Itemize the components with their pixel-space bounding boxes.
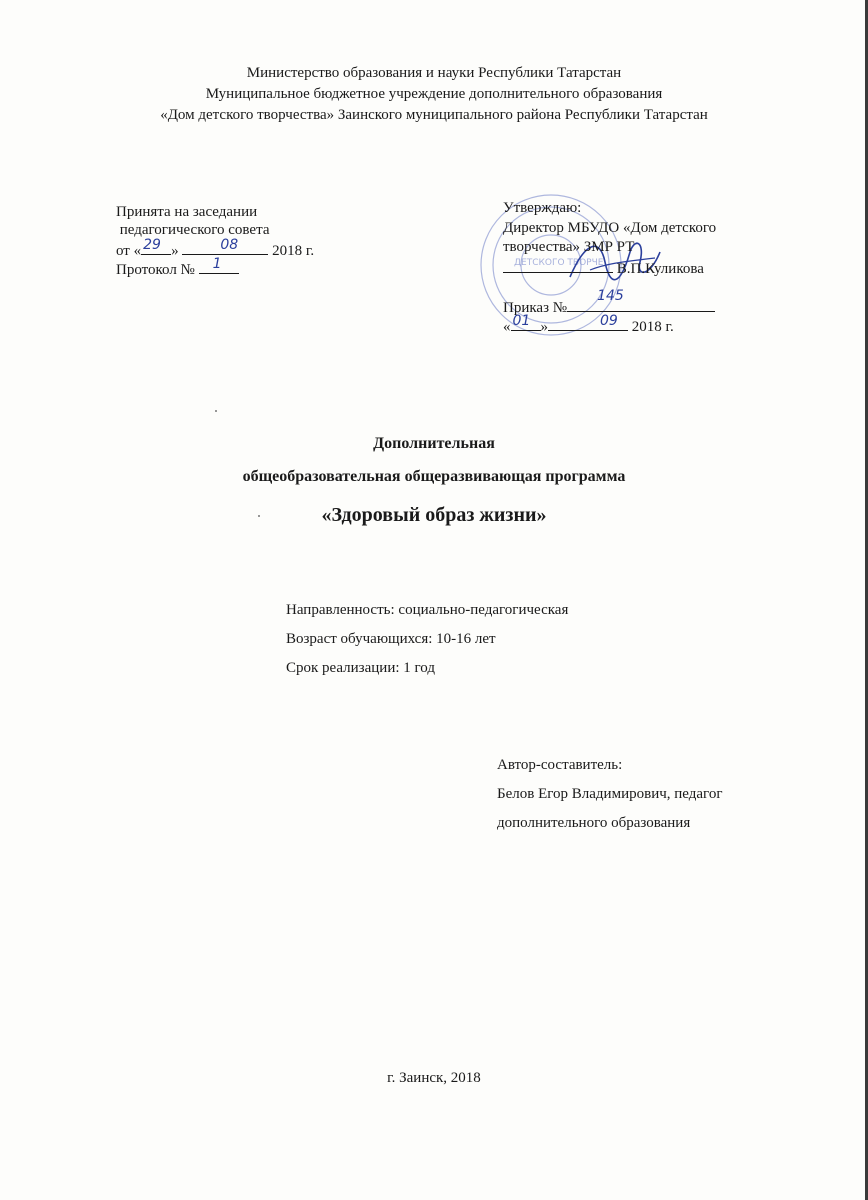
author-label: Автор-составитель: bbox=[497, 757, 623, 773]
accepted-day-blank bbox=[141, 237, 171, 255]
approve-line-1: Директор МБУДО «Дом детского bbox=[503, 220, 717, 236]
order-date-mid: » bbox=[540, 319, 548, 335]
scan-speck bbox=[258, 515, 260, 517]
order-number: 145 bbox=[597, 288, 624, 304]
accepted-month: 08 bbox=[220, 237, 239, 253]
order-date-prefix: « bbox=[503, 319, 511, 335]
order-day-blank bbox=[511, 313, 541, 331]
ministry-line: Министерство образования и науки Республики Татарстан bbox=[246, 65, 622, 81]
order-day: 01 bbox=[512, 313, 531, 329]
accepted-line-1: Принята на заседании bbox=[116, 204, 258, 220]
scan-speck bbox=[215, 410, 217, 412]
order-month: 09 bbox=[600, 313, 618, 329]
protocol-label: Протокол № bbox=[116, 262, 195, 278]
title-line-1: Дополнительная bbox=[373, 435, 495, 452]
accepted-date-prefix: от « bbox=[116, 243, 142, 259]
institution-line: Муниципальное бюджетное учреждение дополнительного образования bbox=[205, 86, 663, 102]
order-month-blank bbox=[548, 313, 628, 331]
term-text: Срок реализации: 1 год bbox=[286, 660, 435, 676]
order-label: Приказ № bbox=[503, 300, 568, 316]
program-name: «Здоровый образ жизни» bbox=[321, 504, 547, 526]
protocol-number: 1 bbox=[212, 256, 222, 272]
order-year: 2018 г. bbox=[631, 319, 674, 335]
protocol-line bbox=[116, 256, 239, 279]
approve-title: Утверждаю: bbox=[503, 200, 582, 216]
accepted-day: 29 bbox=[143, 237, 161, 253]
accepted-date-mid: » bbox=[171, 243, 179, 259]
place-year: г. Заинск, 2018 bbox=[387, 1070, 481, 1086]
order-blank bbox=[567, 288, 715, 312]
approve-line-2: творчества» ЗМР РТ bbox=[503, 239, 635, 255]
signature-blank bbox=[503, 258, 613, 273]
author-position: дополнительного образования bbox=[497, 815, 691, 831]
direction-text: Направленность: социально-педагогическая bbox=[286, 602, 569, 618]
accepted-line-2: педагогического совета bbox=[116, 222, 270, 238]
protocol-blank bbox=[199, 256, 239, 274]
institution-name-line: «Дом детского творчества» Заинского муниципального района Республики Татарстан bbox=[160, 107, 708, 123]
author-name: Белов Егор Владимирович, педагог bbox=[497, 786, 723, 802]
approve-signer-line bbox=[503, 258, 704, 278]
order-date-line bbox=[503, 313, 674, 336]
approve-signer: В.П.Куликова bbox=[616, 261, 704, 277]
accepted-month-blank bbox=[182, 237, 268, 255]
age-text: Возраст обучающихся: 10-16 лет bbox=[286, 631, 496, 647]
title-line-2: общеобразовательная общеразвивающая программа bbox=[242, 468, 626, 485]
accepted-year: 2018 г. bbox=[272, 243, 315, 259]
stamp-text: ДЕТСКОГО ТВОРЧЕ bbox=[514, 258, 604, 268]
